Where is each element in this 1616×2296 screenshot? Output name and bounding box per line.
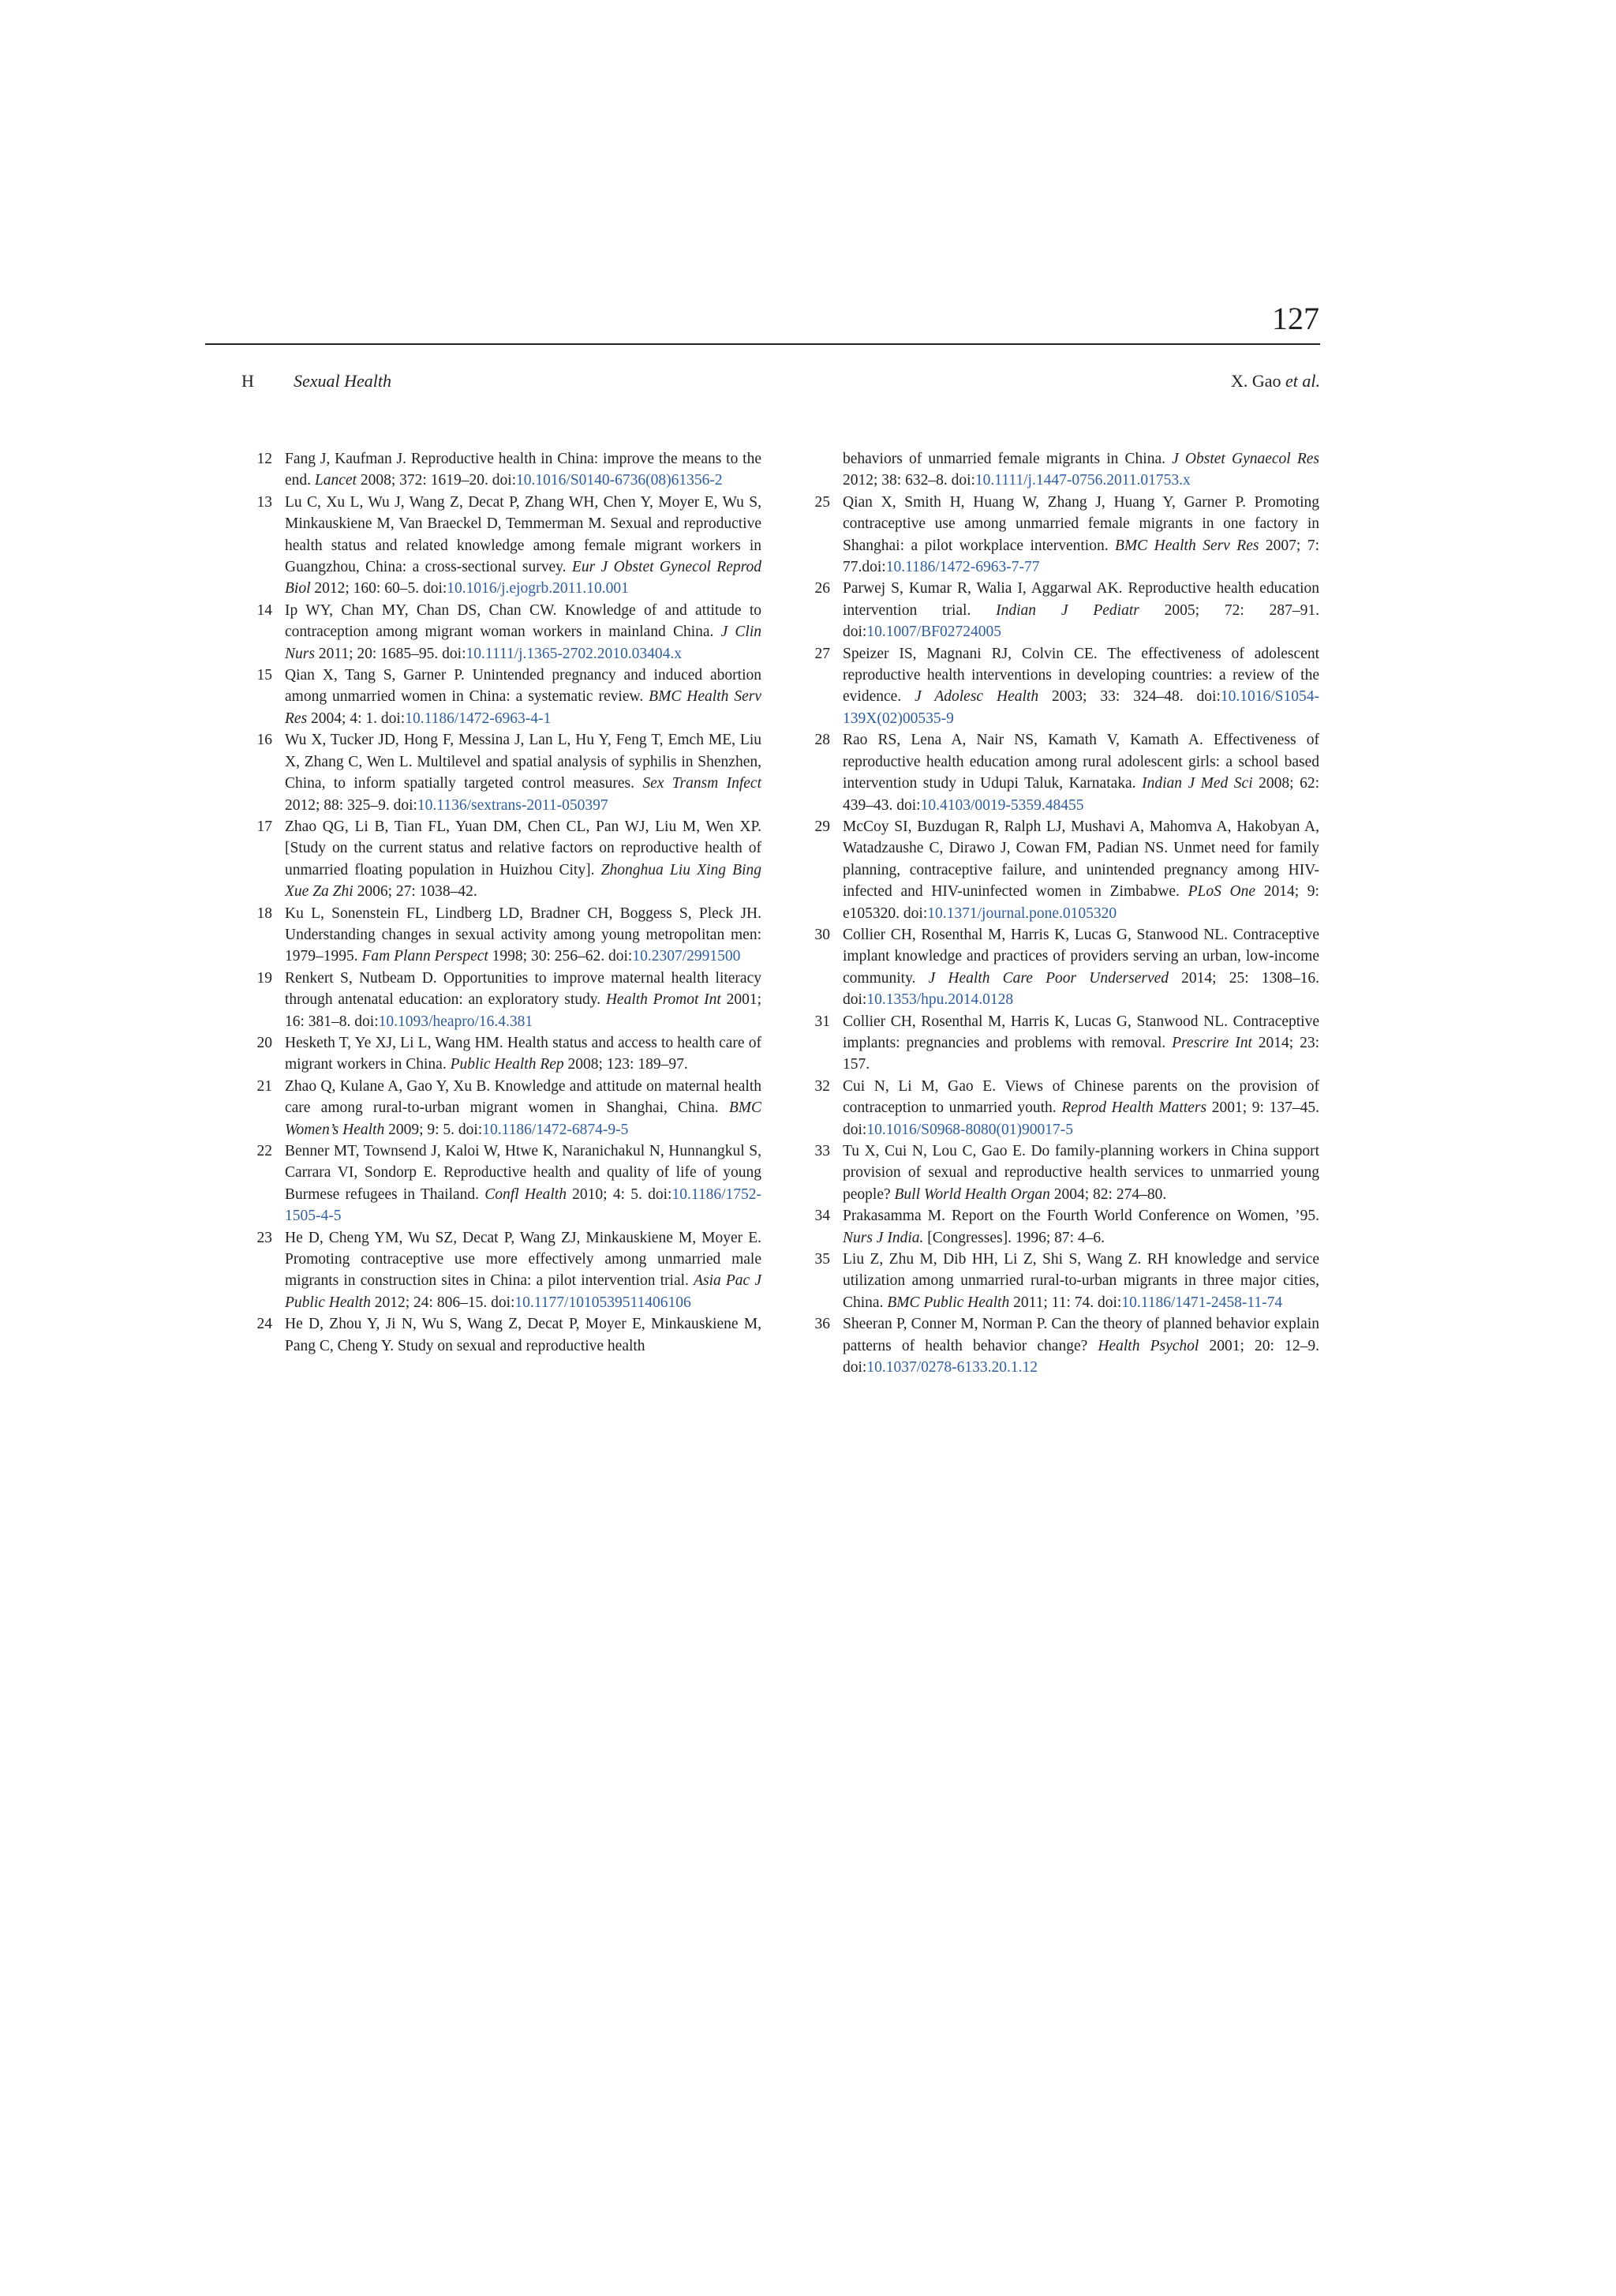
reference-text: 2012; 38: 632–8. doi: — [843, 472, 975, 489]
reference-text: 2010; 4: 5. doi: — [566, 1185, 672, 1203]
reference-number: 32 — [814, 1077, 830, 1095]
reference-text: 2004; 4: 1. doi: — [307, 710, 406, 727]
journal-name: Asia Pac J Public Health — [285, 1272, 762, 1311]
reference-number: 36 — [814, 1316, 830, 1333]
reference-item — [241, 1313, 761, 1357]
reference-text: Zhao QG, Li B, Tian FL, Yuan DM, Chen CL, Pan WJ, Liu M, Wen XP. [Study on the current status and relative factors on reproductive health of unmarried floating population in Huizhou City]. — [285, 818, 761, 878]
reference-number: 17 — [256, 818, 272, 835]
reference-text: Ku L, Sonenstein FL, Lindberg LD, Bradner CH, Boggess S, Pleck JH. Understanding changes in sexual activity among young metropolitan men: 1979–1995. — [285, 905, 761, 965]
reference-number: 13 — [256, 493, 272, 511]
reference-number: 33 — [814, 1143, 830, 1159]
top-rule — [205, 343, 1320, 345]
running-header — [241, 367, 1320, 395]
reference-text: Prakasamma M. Report on the Fourth World Conference on Women, ’95. — [843, 1208, 1319, 1225]
reference-item — [799, 1011, 1319, 1076]
journal-name: Indian J Pediatr — [996, 601, 1139, 619]
reference-item — [241, 729, 761, 816]
page-letter: H — [241, 371, 254, 391]
reference-number: 30 — [814, 926, 830, 943]
doi-link[interactable]: 10.1186/1472-6963-7-77 — [885, 559, 1040, 576]
reference-text: 2006; 27: 1038–42. — [353, 883, 477, 901]
reference-text: 2003; 33: 324–48. doi: — [1038, 688, 1221, 706]
reference-text: Benner MT, Townsend J, Kaloi W, Htwe K, Naranichakul N, Hunnangkul S, Carrara VI, Sondorp E. Reproductive health and quality of life of young Burmese refugees in Thailand. — [285, 1143, 761, 1203]
reference-text: Collier CH, Rosenthal M, Harris K, Lucas G, Stanwood NL. Contraceptive implants: pregnancies and problems with removal. — [843, 1013, 1319, 1051]
reference-item — [799, 1249, 1319, 1313]
reference-number: 26 — [814, 580, 830, 597]
references-right-column — [799, 448, 1319, 1378]
journal-name: J Obstet Gynaecol Res — [1172, 451, 1320, 467]
journal-name: BMC Women’s Health — [285, 1099, 761, 1138]
reference-item — [241, 968, 761, 1032]
journal-name: Sex Transm Infect — [642, 775, 761, 792]
reference-item — [799, 1141, 1319, 1205]
reference-item — [799, 1076, 1319, 1141]
reference-item — [241, 1227, 761, 1314]
reference-item — [241, 903, 761, 968]
journal-name: Health Psychol — [1098, 1337, 1199, 1354]
reference-text: Cui N, Li M, Gao E. Views of Chinese parents on the provision of contraception to unmarried youth. — [843, 1077, 1319, 1117]
doi-link[interactable]: 10.1016/S1054-139X(02)00535-9 — [843, 688, 1320, 727]
reference-text: Qian X, Smith H, Huang W, Zhang J, Huang Y, Garner P. Promoting contraceptive use among unmarried female migrants in one factory in Shanghai: a pilot workplace intervention. — [843, 493, 1319, 554]
journal-name: Lancet — [314, 472, 357, 489]
doi-link[interactable]: 10.1177/1010539511406106 — [514, 1294, 691, 1311]
doi-link[interactable]: 10.1353/hpu.2014.0128 — [866, 991, 1014, 1009]
reference-item — [799, 492, 1319, 579]
reference-text: 2005; 72: 287–91. doi: — [843, 601, 1319, 641]
reference-number: 20 — [256, 1034, 272, 1051]
reference-number: 14 — [256, 601, 272, 619]
reference-text: Parwej S, Kumar R, Walia I, Aggarwal AK. Reproductive health education intervention trial. — [843, 580, 1319, 619]
reference-text: Fang J, Kaufman J. Reproductive health in China: improve the means to the end. — [285, 451, 761, 489]
journal-name: J Health Care Poor Underserved — [928, 969, 1169, 987]
doi-link[interactable]: 10.1016/S0968-8080(01)90017-5 — [866, 1121, 1073, 1138]
journal-name: Indian J Med Sci — [1142, 775, 1253, 792]
journal-name: Bull World Health Organ — [894, 1185, 1050, 1203]
doi-link[interactable]: 10.1016/S0140-6736(08)61356-2 — [516, 472, 723, 489]
reference-item — [241, 600, 761, 665]
journal-name: Zhonghua Liu Xing Bing Xue Za Zhi — [285, 861, 761, 901]
reference-number: 19 — [256, 969, 272, 987]
reference-text: Sheeran P, Conner M, Norman P. Can the theory of planned behavior explain patterns of health behavior change? — [843, 1316, 1319, 1354]
reference-item — [799, 448, 1319, 492]
doi-link[interactable]: 10.2307/2991500 — [632, 948, 741, 965]
doi-link[interactable]: 10.1186/1471-2458-11-74 — [1121, 1294, 1283, 1311]
reference-item — [241, 816, 761, 903]
doi-link[interactable]: 10.1136/sextrans-2011-050397 — [417, 796, 608, 814]
reference-item — [241, 1076, 761, 1141]
journal-name: BMC Health Serv Res — [285, 688, 761, 727]
journal-name: Nurs J India. — [843, 1229, 924, 1246]
reference-number: 27 — [814, 645, 830, 662]
reference-text: Wu X, Tucker JD, Hong F, Messina J, Lan L, Hu Y, Feng T, Emch ME, Liu X, Zhang C, Wen L. Multilevel and spatial analysis of syphilis in Shenzhen, China, to inform spatially targeted control measures. — [285, 732, 761, 792]
reference-text: 2001; 9: 137–45. doi: — [843, 1099, 1320, 1138]
reference-text: Zhao Q, Kulane A, Gao Y, Xu B. Knowledge and attitude on maternal health care among rural-to-urban migrant women in Shanghai, China. — [285, 1077, 761, 1117]
reference-item — [241, 492, 761, 600]
reference-number: 34 — [814, 1208, 830, 1225]
reference-item — [241, 665, 761, 729]
doi-link[interactable]: 10.1186/1472-6963-4-1 — [405, 710, 552, 727]
journal-name: Public Health Rep — [450, 1056, 564, 1073]
doi-link[interactable]: 10.1111/j.1447-0756.2011.01753.x — [974, 472, 1191, 489]
reference-text: 2008; 123: 189–97. — [563, 1056, 688, 1073]
doi-link[interactable]: 10.1007/BF02724005 — [866, 624, 1001, 641]
journal-name: J Adolesc Health — [915, 688, 1039, 706]
reference-text: 2012; 160: 60–5. doi: — [310, 580, 447, 597]
reference-text: 2008; 372: 1619–20. doi: — [356, 472, 517, 489]
journal-name: Reprod Health Matters — [1061, 1099, 1207, 1117]
reference-item — [799, 924, 1319, 1011]
reference-item — [241, 1141, 761, 1227]
journal-name: Eur J Obstet Gynecol Reprod Biol — [285, 559, 761, 597]
reference-number: 22 — [256, 1143, 272, 1159]
doi-link[interactable]: 10.1093/heapro/16.4.381 — [378, 1013, 533, 1030]
reference-text: 2014; 25: 1308–16. doi: — [843, 969, 1319, 1009]
reference-number: 18 — [256, 905, 272, 922]
reference-item — [799, 729, 1319, 816]
reference-number: 23 — [256, 1229, 272, 1246]
reference-text: 2001; 16: 381–8. doi: — [285, 991, 762, 1030]
reference-text: Tu X, Cui N, Lou C, Gao E. Do family-planning workers in China support provision of sexual and reproductive health services to unmarried young people? — [843, 1143, 1319, 1203]
journal-name: J Clin Nurs — [285, 624, 761, 662]
doi-link[interactable]: 10.4103/0019-5359.48455 — [920, 796, 1084, 814]
reference-text: Ip WY, Chan MY, Chan DS, Chan CW. Knowledge of and attitude to contraception among migrant woman workers in mainland China. — [285, 601, 761, 641]
reference-number: 29 — [814, 818, 830, 835]
reference-number: 21 — [256, 1077, 272, 1095]
reference-text: Hesketh T, Ye XJ, Li L, Wang HM. Health status and access to health care of migrant workers in China. — [285, 1034, 761, 1073]
running-author — [1231, 367, 1320, 395]
doi-link[interactable]: 10.1037/0278-6133.20.1.12 — [866, 1359, 1038, 1376]
reference-text: 1998; 30: 256–62. doi: — [488, 948, 633, 965]
reference-text: 2001; 20: 12–9. doi: — [843, 1337, 1319, 1376]
reference-text: 2008; 62: 439–43. doi: — [843, 775, 1319, 814]
reference-text: 2009; 9: 5. doi: — [384, 1121, 483, 1138]
doi-link[interactable]: 10.1016/j.ejogrb.2011.10.001 — [447, 580, 629, 597]
references-left-column — [241, 448, 761, 1357]
reference-text: 2014; 9: e105320. doi: — [843, 883, 1319, 922]
author-name: X. Gao — [1230, 371, 1285, 391]
journal-name: Confl Health — [484, 1185, 567, 1203]
reference-text: behaviors of unmarried female migrants in China. — [843, 451, 1173, 467]
reference-text: Liu Z, Zhu M, Dib HH, Li Z, Shi S, Wang Z. RH knowledge and service utilization among unmarried rural-to-urban migrants in three major cities, China. — [843, 1251, 1319, 1311]
doi-link[interactable]: 10.1186/1472-6874-9-5 — [482, 1121, 629, 1138]
reference-text: Speizer IS, Magnani RJ, Colvin CE. The effectiveness of adolescent reproductive health interventions in developing countries: a review of the evidence. — [843, 645, 1319, 706]
reference-text: 2014; 23: 157. — [843, 1034, 1319, 1073]
reference-number: 24 — [256, 1316, 272, 1333]
reference-text: [Congresses]. 1996; 87: 4–6. — [923, 1229, 1105, 1246]
reference-number: 31 — [814, 1013, 830, 1030]
reference-item — [241, 1032, 761, 1076]
journal-name: BMC Health Serv Res — [1115, 537, 1259, 554]
journal-name: Health Promot Int — [605, 991, 721, 1009]
reference-item — [241, 448, 761, 492]
reference-text: 2012; 24: 806–15. doi: — [370, 1294, 515, 1311]
reference-text: Lu C, Xu L, Wu J, Wang Z, Decat P, Zhang WH, Chen Y, Moyer E, Wu S, Minkauskiene M, Van Braeckel D, Temmerman M. Sexual and reproductive health status and related knowledge among female migrant workers in Guangzhou, China: a cross-sectional survey. — [285, 493, 761, 576]
journal-name: PLoS One — [1188, 883, 1256, 901]
doi-link[interactable]: 10.1186/1752-1505-4-5 — [285, 1185, 762, 1225]
reference-text: Collier CH, Rosenthal M, Harris K, Lucas G, Stanwood NL. Contraceptive implant knowledge and practices of providers serving an urban, low-income community. — [843, 926, 1319, 987]
reference-text: He D, Zhou Y, Ji N, Wu S, Wang Z, Decat P, Moyer E, Minkauskiene M, Pang C, Cheng Y. Study on sexual and reproductive health — [285, 1316, 761, 1354]
reference-text: 2011; 11: 74. doi: — [1009, 1294, 1122, 1311]
reference-number: 28 — [814, 732, 830, 749]
journal-name: Fam Plann Perspect — [361, 948, 488, 965]
reference-text: 2011; 20: 1685–95. doi: — [314, 645, 466, 662]
reference-item — [799, 816, 1319, 924]
reference-text: Rao RS, Lena A, Nair NS, Kamath V, Kamath A. Effectiveness of reproductive health education among rural adolescent girls: a school based intervention study in Udupi Taluk, Karnataka. — [843, 732, 1319, 792]
reference-item — [799, 1313, 1319, 1378]
reference-text: He D, Cheng YM, Wu SZ, Decat P, Wang ZJ, Minkauskiene M, Moyer E. Promoting contraceptive use more effectively among unmarried male migrants in construction sites in China: a pilot intervention trial. — [285, 1229, 761, 1290]
reference-text: 2007; 7: 77.doi: — [843, 537, 1319, 576]
journal-name: BMC Public Health — [887, 1294, 1010, 1311]
reference-text: Renkert S, Nutbeam D. Opportunities to improve maternal health literacy through antenatal education: an exploratory study. — [285, 969, 761, 1009]
author-etal: et al. — [1285, 371, 1320, 391]
reference-number: 12 — [256, 451, 272, 467]
doi-link[interactable]: 10.1371/journal.pone.0105320 — [927, 905, 1117, 922]
reference-item — [799, 643, 1319, 730]
reference-text: Qian X, Tang S, Garner P. Unintended pregnancy and induced abortion among unmarried women in China: a systematic review. — [285, 667, 761, 706]
journal-title: Sexual Health — [294, 371, 392, 391]
reference-item — [799, 1205, 1319, 1249]
reference-number: 15 — [256, 667, 272, 684]
reference-number: 16 — [256, 732, 272, 749]
reference-number: 25 — [814, 493, 830, 511]
reference-text: 2012; 88: 325–9. doi: — [285, 796, 417, 814]
reference-item — [799, 578, 1319, 642]
journal-name: Prescrire Int — [1172, 1034, 1252, 1051]
doi-link[interactable]: 10.1111/j.1365-2702.2010.03404.x — [466, 645, 683, 662]
page-number: 127 — [1272, 301, 1319, 336]
reference-number: 35 — [814, 1251, 830, 1268]
reference-text: 2004; 82: 274–80. — [1049, 1185, 1167, 1203]
reference-text: McCoy SI, Buzdugan R, Ralph LJ, Mushavi A, Mahomva A, Hakobyan A, Watadzaushe C, Dirawo J, Cowan FM, Padian NS. Unmet need for family planning, contraceptive failure, and unintended pregnancy among HIV-infected and HIV-uninfected women in Zimbabwe. — [843, 818, 1319, 901]
